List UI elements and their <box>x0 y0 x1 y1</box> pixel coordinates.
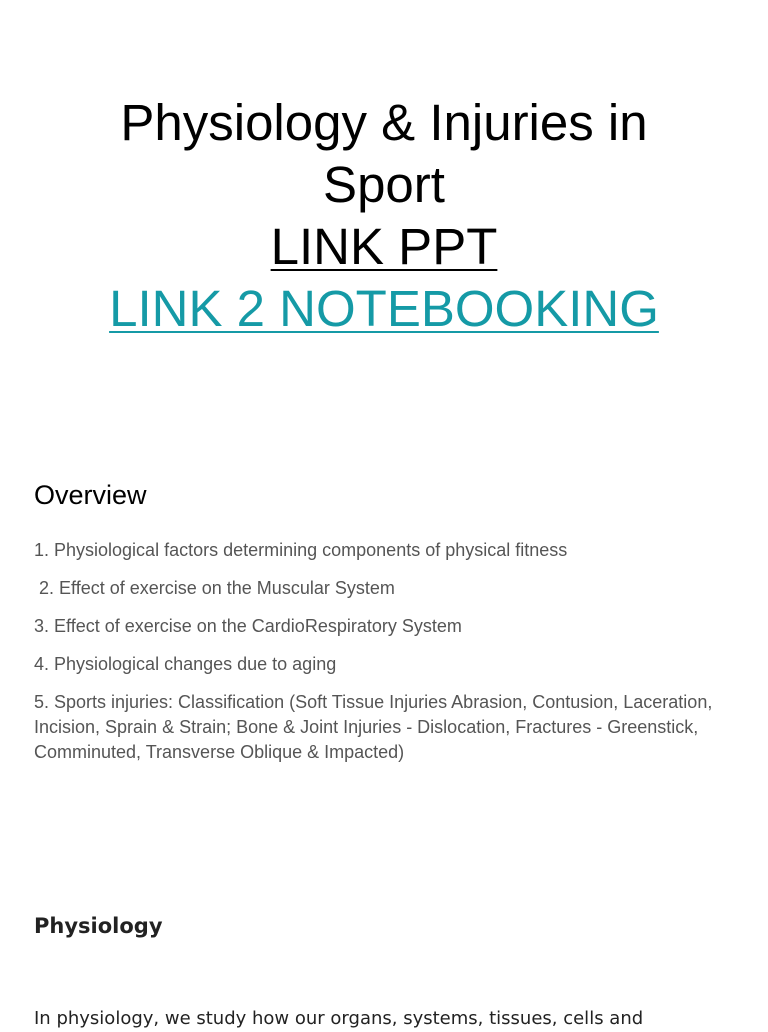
overview-heading: Overview <box>34 480 147 510</box>
physiology-intro-text: In physiology, we study how our organs, systems, tissues, cells and <box>34 1008 644 1029</box>
overview-item-2: 2. Effect of exercise on the Muscular System <box>34 578 395 598</box>
overview-item-1: 1. Physiological factors determining components of physical fitness <box>34 540 568 560</box>
link-ppt[interactable]: LINK PPT <box>270 218 498 275</box>
title-block <box>0 92 768 340</box>
page-title-line-1: Physiology & Injuries in <box>120 94 648 151</box>
overview-item-5: 5. Sports injuries: Classification (Soft Tissue Injuries Abrasion, Contusion, Laceration, Incision, Sprain & Strain; Bone & Joint Injuries - Dislocation, Fractures - Greenstick, Comminuted, Transverse Oblique & Impacted) <box>34 692 718 762</box>
page-title-line-2: Sport <box>323 156 445 213</box>
overview-item-3: 3. Effect of exercise on the CardioRespiratory System <box>34 616 462 636</box>
overview-item-4: 4. Physiological changes due to aging <box>34 654 337 674</box>
overview-list <box>34 538 734 778</box>
link-notebooking[interactable]: LINK 2 NOTEBOOKING <box>109 280 659 337</box>
physiology-heading: Physiology <box>34 914 163 938</box>
